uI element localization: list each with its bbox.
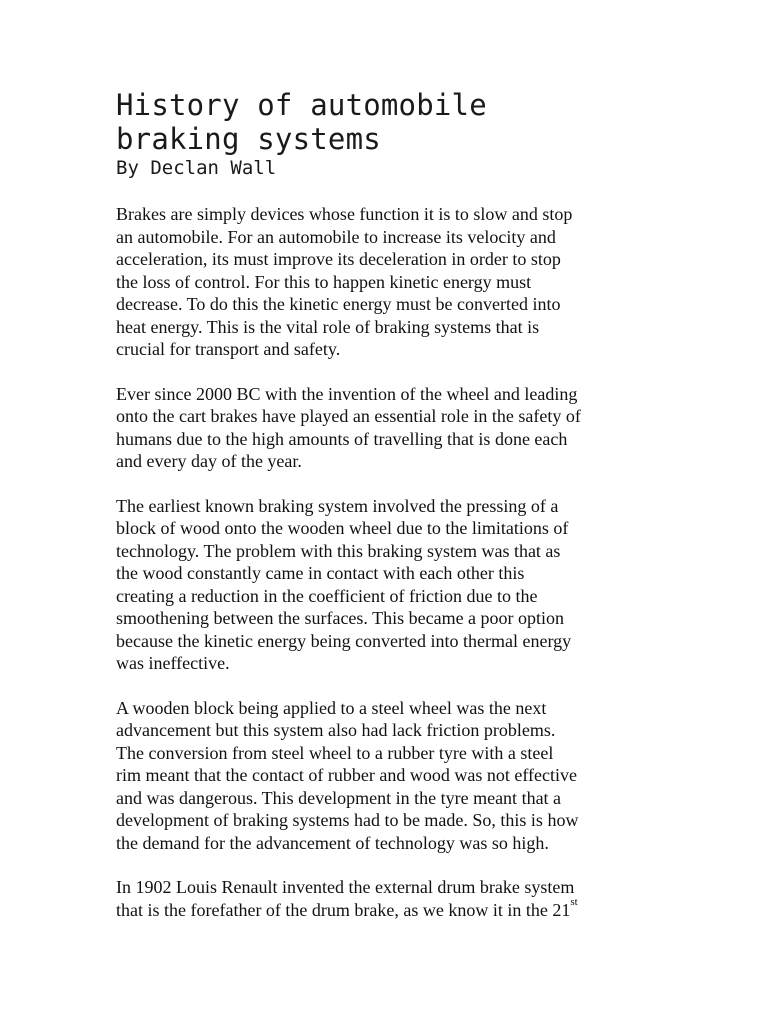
text-line: acceleration, its must improve its deceleration in order to stop (116, 249, 561, 269)
text-line: decrease. To do this the kinetic energy must be converted into (116, 294, 561, 314)
text-line: A wooden block being applied to a steel wheel was the next (116, 697, 547, 718)
text-line: the wood constantly came in contact with each other this (116, 563, 525, 583)
title-line-2: braking systems (116, 122, 381, 156)
paragraph-5 (116, 876, 656, 921)
text-line: because the kinetic energy being converted into thermal energy (116, 630, 572, 651)
text-line: was ineffective. (116, 653, 230, 673)
title-line-1: History of automobile (116, 88, 487, 122)
paragraph-1 (116, 203, 656, 361)
paragraph-4 (116, 697, 656, 855)
paragraph-2 (116, 383, 656, 473)
text-line: humans due to the high amounts of travelling that is done each (116, 428, 568, 449)
text-line: creating a reduction in the coefficient of friction due to the (116, 585, 538, 606)
text-line: crucial for transport and safety. (116, 339, 341, 359)
text-line: The earliest known braking system involved the pressing of a (116, 495, 559, 516)
text-line: and was dangerous. This development in the tyre meant that a (116, 787, 562, 808)
text-line: heat energy. This is the vital role of braking systems that is (116, 316, 540, 337)
text-line: an automobile. For an automobile to increase its velocity and (116, 226, 556, 247)
text-line: the loss of control. For this to happen kinetic energy must (116, 271, 532, 292)
paragraph-3 (116, 495, 656, 675)
document-page (116, 88, 656, 921)
text-line: In 1902 Louis Renault invented the external drum brake system (116, 877, 575, 897)
text-line: block of wood onto the wooden wheel due to the limitations of (116, 518, 569, 538)
text-line: rim meant that the contact of rubber and wood was not effective (116, 765, 578, 785)
text-line: technology. The problem with this braking system was that as (116, 540, 561, 561)
text-line: Brakes are simply devices whose function it is to slow and stop (116, 204, 573, 224)
text-line: Ever since 2000 BC with the invention of the wheel and leading (116, 383, 578, 404)
text-line: the demand for the advancement of technology was so high. (116, 832, 549, 853)
document-title (116, 88, 656, 156)
text-line: onto the cart brakes have played an essential role in the safety of (116, 406, 581, 426)
text-line-last (116, 895, 656, 922)
ordinal-superscript: st (570, 895, 578, 908)
text-line: The conversion from steel wheel to a rubber tyre with a steel (116, 742, 554, 763)
text-line: and every day of the year. (116, 451, 302, 471)
author-byline: By Declan Wall (116, 157, 277, 179)
text-line: smoothening between the surfaces. This became a poor option (116, 608, 565, 628)
text-line-body: that is the forefather of the drum brake, as we know it in the 21 (116, 899, 571, 920)
text-line: development of braking systems had to be made. So, this is how (116, 810, 579, 830)
text-line: advancement but this system also had lack friction problems. (116, 720, 556, 740)
